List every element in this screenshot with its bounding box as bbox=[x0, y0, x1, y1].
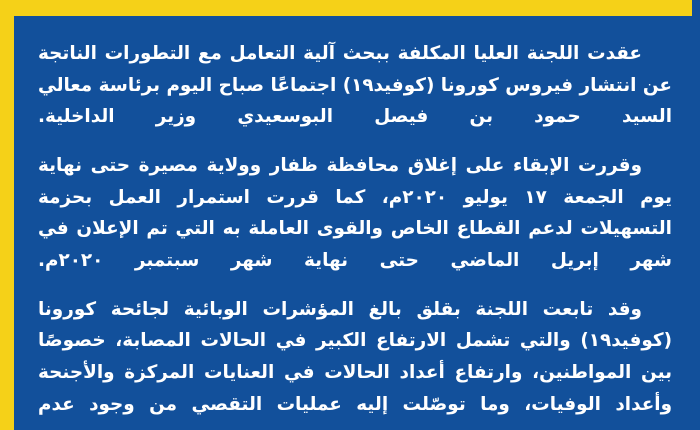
announcement-body bbox=[14, 16, 700, 430]
paragraph-3: وقد تابعت اللجنة بقلق بالغ المؤشرات الوبائية لجائحة كورونا (كوفيد١٩) والتي تشمل الارتفاع الكبير في الحالات المصابة، خصوصًا بين المواطنين، وارتفاع أعداد الحالات في العنايات المركزة والأجنحة وأعداد الوفيات، وما توصّلت إليه عمليات التقصي من وجود عدم bbox=[38, 298, 672, 415]
paragraph-1: عقدت اللجنة العليا المكلفة ببحث آلية التعامل مع التطورات الناتجة عن انتشار فيروس كورونا (كوفيد١٩) اجتماعًا صباح اليوم برئاسة معالي السيد حمود بن فيصل البوسعيدي وزير الداخلية. bbox=[38, 43, 672, 128]
top-accent-bar bbox=[0, 0, 700, 16]
paragraph-2: وقررت الإبقاء على إغلاق محافظة ظفار وولاية مصيرة حتى نهاية يوم الجمعة ١٧ يوليو ٢٠٢٠م، كما قررت استمرار العمل بحزمة التسهيلات لدعم القطاع الخاص والقوى العاملة به التي تم الإعلان في شهر إبريل الماضي حتى نهاية شهر سبتمبر ٢٠٢٠م. bbox=[38, 154, 672, 271]
left-accent-bar bbox=[0, 0, 14, 430]
